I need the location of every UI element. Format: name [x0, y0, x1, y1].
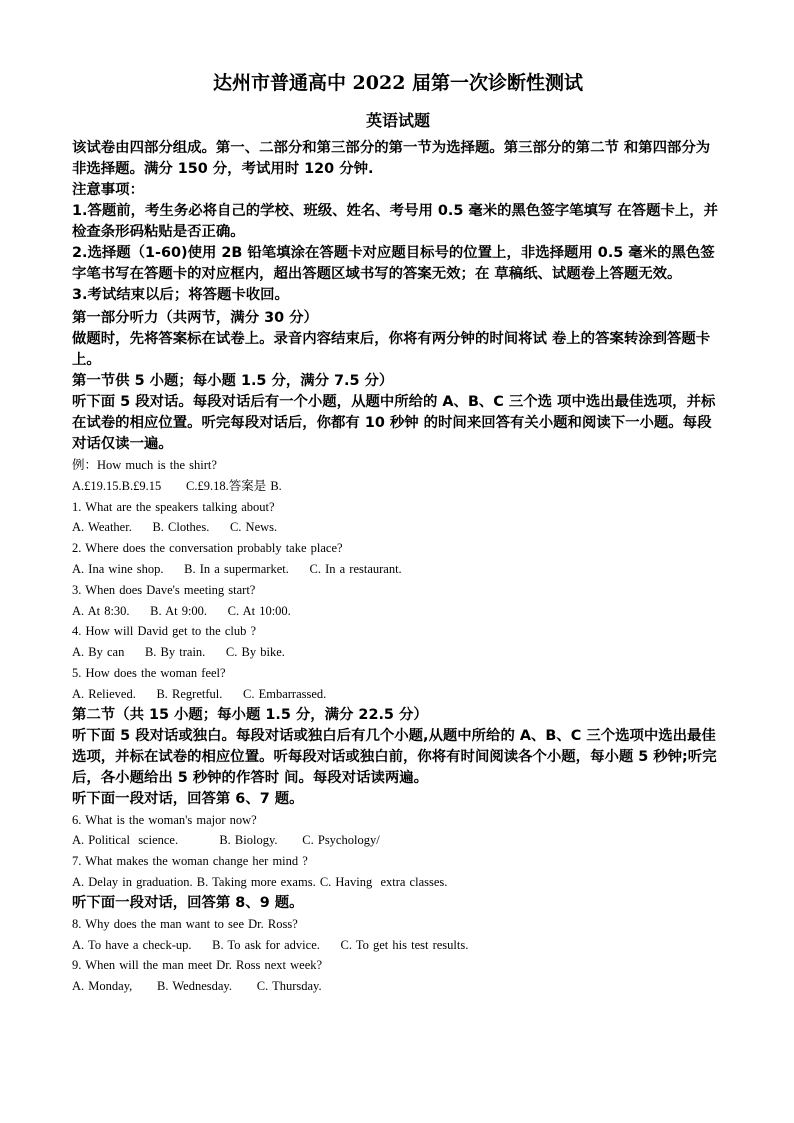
question-text: 1. What are the speakers talking about?	[72, 499, 275, 514]
section2-heading: 第二节（共 15 小题；每小题 1.5 分，满分 22.5 分）	[72, 706, 428, 723]
question-options: A. Weather. B. Clothes. C. News.	[72, 520, 278, 535]
question-options: A. To have a check-up. B. To ask for advice. C. To get his test results.	[72, 937, 469, 952]
question-text: 2. Where does the conversation probably take place?	[72, 541, 343, 556]
question-options: A. Monday, B. Wednesday. C. Thursday.	[72, 979, 322, 994]
notice-item: 1.答题前，考生务必将自己的学校、班级、姓名、考号用 0.5 毫米的黑色签字笔填写 在答题卡上，并检查条形码粘贴是否正确。	[72, 203, 719, 240]
question-text: 6. What is the woman's major now?	[72, 812, 257, 827]
section1-heading: 第一节供 5 小题；每小题 1.5 分，满分 7.5 分）	[72, 373, 394, 389]
question-options: A. Political science. B. Biology. C. Psychology/	[72, 833, 380, 848]
intro-text: 该试卷由四部分组成。第一、二部分和第三部分的第一节为选择题。第三部分的第二节 和第四部分为非选择题。满分 150 分，考试用时 120 分钟.	[72, 140, 711, 177]
question-options: A. By can B. By train. C. By bike.	[72, 645, 285, 660]
section2-instruction: 听下面 5 段对话或独白。每段对话或独白后有几个小题,从题中所给的 A、B、C 三个选项中选出最佳选项，并标在试卷的相应位置。听每段对话或独白前，你将有时间阅读各个小题，每小题 5 秒钟;听完后，各小题给出 5 秒钟的作答时 间。每段对话读两遍。	[72, 727, 717, 786]
section1-instruction: 听下面 5 段对话。每段对话后有一个小题，从题中所给的 A、B、C 三个选 项中选出最佳选项，并标在试卷的相应位置。听完每段对话后，你都有 10 秒钟 的时间来回答有关小题和阅读下一小题。每段对话仅读一遍。	[72, 394, 716, 452]
question-text: 7. What makes the woman change her mind ?	[72, 854, 308, 869]
notice-item: 3.考试结束以后；将答题卡收回。	[72, 287, 289, 303]
group2-heading: 听下面一段对话，回答第 8、9 题。	[72, 894, 304, 911]
question-options: A. Relieved. B. Regretful. C. Embarrassed.	[72, 686, 327, 701]
question-options: A. Ina wine shop. B. In a supermarket. C. In a restaurant.	[72, 561, 402, 576]
question-text: 3. When does Dave's meeting start?	[72, 582, 256, 597]
question-text: 5. How does the woman feel?	[72, 665, 226, 680]
notice-item: 2.选择题（1-60)使用 2B 铅笔填涂在答题卡对应题目标号的位置上，非选择题用 0.5 毫米的黑色签字笔书写在答题卡的对应框内，超出答题区域书写的答案无效；在 草稿纸、试题卷上答题无效。	[72, 245, 715, 282]
question-options: A. At 8:30. B. At 9:00. C. At 10:00.	[72, 603, 291, 618]
part1-heading: 第一部分听力（共两节，满分 30 分）	[72, 310, 318, 326]
exam-subtitle: 英语试题	[365, 111, 430, 130]
question-text: 4. How will David get to the club ?	[72, 624, 257, 639]
part1-instruction: 做题时，先将答案标在试卷上。录音内容结束后，你将有两分钟的时间将试 卷上的答案转涂到答题卡上。	[72, 331, 711, 368]
question-text: 9. When will the man meet Dr. Ross next week?	[72, 958, 323, 973]
question-text: 8. Why does the man want to see Dr. Ross?	[72, 916, 298, 931]
exam-page	[72, 70, 724, 997]
example-answer: A.£19.15.B.£9.15 C.£9.18.答案是 B.	[72, 478, 282, 493]
question-options: A. Delay in graduation. B. Taking more exams. C. Having extra classes.	[72, 874, 448, 889]
example-question: 例：How much is the shirt?	[72, 458, 217, 472]
group1-heading: 听下面一段对话，回答第 6、7 题。	[72, 790, 304, 807]
exam-title: 达州市普通高中 2022 届第一次诊断性测试	[212, 72, 584, 94]
notice-heading: 注意事项：	[72, 182, 144, 198]
